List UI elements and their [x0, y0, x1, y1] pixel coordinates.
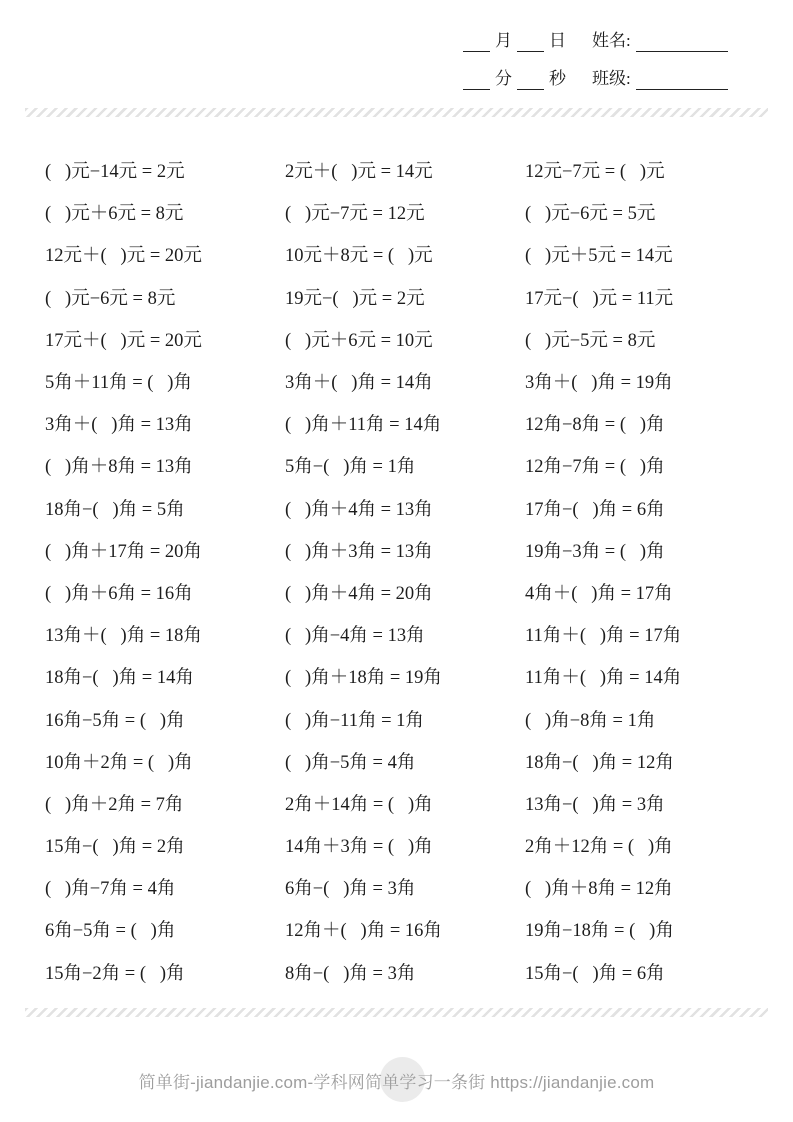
equation-cell: ( )元＋6元 = 8元: [45, 204, 184, 225]
equation-cell: 15角−( )角 = 2角: [45, 837, 185, 858]
equation-cell: 19角−18角 = ( )角: [525, 921, 674, 942]
equation-cell: 11角＋( )角 = 17角: [525, 626, 682, 647]
equation-cell: 18角−( )角 = 14角: [45, 668, 194, 689]
equation-cell: 14角＋3角 = ( )角: [285, 837, 433, 858]
equation-cell: ( )角＋17角 = 20角: [45, 541, 202, 562]
problem-grid: [45, 149, 760, 993]
equation-cell: 12角−8角 = ( )角: [525, 415, 665, 436]
equation-cell: 3角＋( )角 = 19角: [525, 373, 673, 394]
equation-cell: 13角−( )角 = 3角: [525, 794, 665, 815]
equation-cell: 11角＋( )角 = 14角: [525, 668, 682, 689]
equation-cell: 2元＋( )元 = 14元: [285, 162, 433, 183]
equation-cell: 15角−( )角 = 6角: [525, 963, 665, 984]
equation-cell: 2角＋12角 = ( )角: [525, 837, 673, 858]
name-label: 姓名:: [592, 31, 631, 50]
divider-top: [25, 108, 768, 117]
equation-cell: ( )角＋8角 = 12角: [525, 879, 673, 900]
time-row: [460, 64, 728, 90]
equation-cell: ( )元−5元 = 8元: [525, 330, 656, 351]
equation-cell: 12元＋( )元 = 20元: [45, 246, 202, 267]
equation-cell: ( )元−6元 = 5元: [525, 204, 656, 225]
class-blank-field[interactable]: [636, 72, 728, 90]
footer-watermark: 简单街-jiandanjie.com-学科网简单学习一条街 https://jiandanjie.com: [138, 1073, 655, 1092]
equation-cell: ( )角＋2角 = 7角: [45, 794, 184, 815]
date-row: [460, 26, 728, 52]
equation-cell: ( )角＋4角 = 20角: [285, 583, 433, 604]
equation-cell: 18角−( )角 = 5角: [45, 499, 185, 520]
day-label: 日: [549, 31, 566, 50]
equation-cell: ( )角−8角 = 1角: [525, 710, 656, 731]
equation-cell: 17角−( )角 = 6角: [525, 499, 665, 520]
equation-cell: 19元−( )元 = 2元: [285, 288, 425, 309]
equation-cell: ( )角＋18角 = 19角: [285, 668, 442, 689]
equation-cell: 12元−7元 = ( )元: [525, 162, 665, 183]
equation-cell: 6角−5角 = ( )角: [45, 921, 176, 942]
equation-cell: ( )角＋3角 = 13角: [285, 541, 433, 562]
equation-cell: ( )元−6元 = 8元: [45, 288, 176, 309]
equation-cell: ( )角−11角 = 1角: [285, 710, 424, 731]
equation-cell: 13角＋( )角 = 18角: [45, 626, 202, 647]
equation-cell: 12角＋( )角 = 16角: [285, 921, 442, 942]
day-blank-field[interactable]: [517, 34, 544, 52]
equation-cell: 10角＋2角 = ( )角: [45, 752, 193, 773]
equation-cell: ( )角＋6角 = 16角: [45, 583, 193, 604]
equation-cell: 6角−( )角 = 3角: [285, 879, 416, 900]
equation-cell: 10元＋8元 = ( )元: [285, 246, 433, 267]
divider-bottom: [25, 1008, 768, 1017]
month-label: 月: [495, 31, 512, 50]
equation-cell: 2角＋14角 = ( )角: [285, 794, 433, 815]
equation-cell: ( )元−14元 = 2元: [45, 162, 185, 183]
class-label: 班级:: [592, 69, 631, 88]
equation-cell: 5角−( )角 = 1角: [285, 457, 416, 478]
equation-cell: ( )角＋11角 = 14角: [285, 415, 442, 436]
equation-cell: ( )角−7角 = 4角: [45, 879, 176, 900]
equation-cell: 8角−( )角 = 3角: [285, 963, 416, 984]
equation-cell: 18角−( )角 = 12角: [525, 752, 674, 773]
minute-blank-field[interactable]: [463, 72, 490, 90]
equation-cell: ( )角−4角 = 13角: [285, 626, 425, 647]
equation-cell: ( )角＋8角 = 13角: [45, 457, 193, 478]
equation-cell: ( )角＋4角 = 13角: [285, 499, 433, 520]
equation-cell: ( )角−5角 = 4角: [285, 752, 416, 773]
header: [460, 26, 728, 102]
month-blank-field[interactable]: [463, 34, 490, 52]
equation-cell: 16角−5角 = ( )角: [45, 710, 185, 731]
name-blank-field[interactable]: [636, 34, 728, 52]
equation-cell: 19角−3角 = ( )角: [525, 541, 665, 562]
minute-label: 分: [495, 69, 512, 88]
second-blank-field[interactable]: [517, 72, 544, 90]
second-label: 秒: [549, 69, 566, 88]
equation-cell: ( )元−7元 = 12元: [285, 204, 425, 225]
equation-cell: 12角−7角 = ( )角: [525, 457, 665, 478]
equation-cell: 4角＋( )角 = 17角: [525, 583, 673, 604]
equation-cell: 5角＋11角 = ( )角: [45, 373, 192, 394]
equation-cell: 17元−( )元 = 11元: [525, 288, 674, 309]
equation-cell: 15角−2角 = ( )角: [45, 963, 185, 984]
equation-cell: 3角＋( )角 = 14角: [285, 373, 433, 394]
equation-cell: 17元＋( )元 = 20元: [45, 330, 202, 351]
equation-cell: ( )元＋6元 = 10元: [285, 330, 433, 351]
equation-cell: ( )元＋5元 = 14元: [525, 246, 673, 267]
equation-cell: 3角＋( )角 = 13角: [45, 415, 193, 436]
